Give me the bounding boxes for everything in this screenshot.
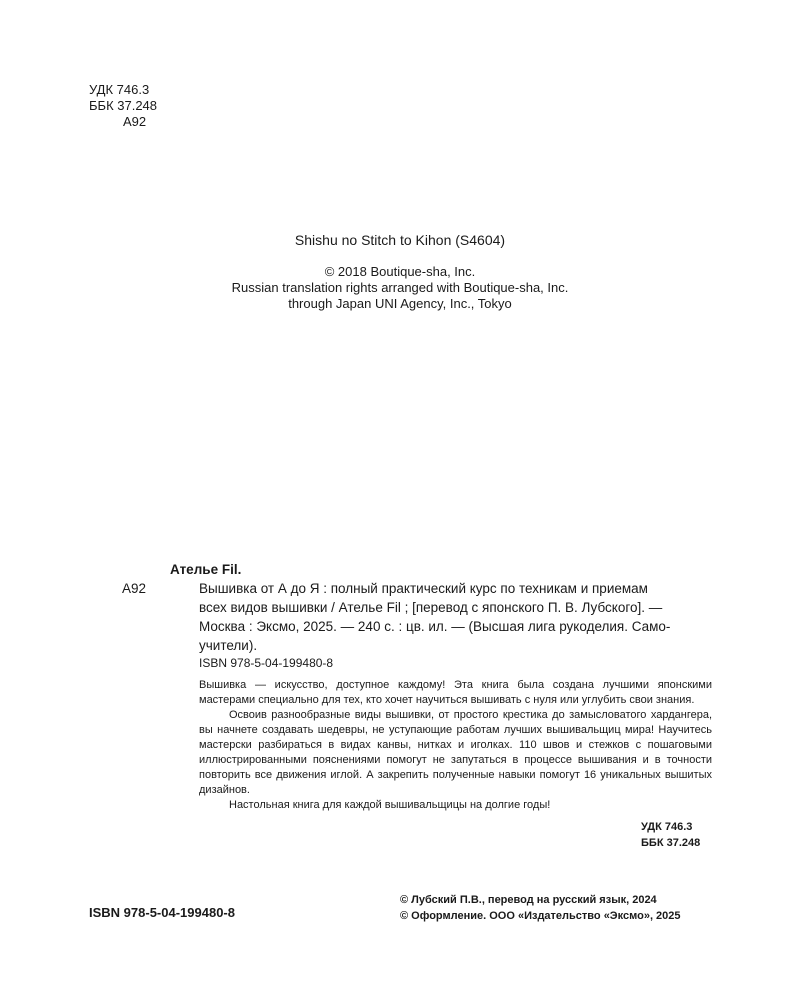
rights-block — [0, 264, 800, 312]
catalog-line-4: учители). — [199, 638, 258, 653]
catalog-mark: А92 — [122, 581, 147, 596]
copyright-block — [400, 892, 681, 924]
rights-line-2: Russian translation rights arranged with Boutique-sha, Inc. — [231, 280, 569, 295]
copyright-design: © Оформление. ООО «Издательство «Эксмо», 2025 — [400, 910, 681, 922]
footer-isbn: ISBN 978-5-04-199480-8 — [89, 905, 235, 920]
original-title: Shishu no Stitch to Kihon (S4604) — [294, 232, 506, 248]
bottom-udk-code: УДК 746.3 — [641, 821, 693, 833]
catalog-line-3: Москва : Эксмо, 2025. — 240 с. : цв. ил. — (Высшая лига рукоделия. Само- — [199, 619, 671, 634]
bbk-code: ББК 37.248 — [89, 98, 158, 113]
catalog-line-2: всех видов вышивки / Ателье Fil ; [перевод с японского П. В. Лубского]. — — [199, 600, 663, 615]
catalog-line-1: Вышивка от А до Я : полный практический курс по техникам и приемам — [199, 581, 648, 596]
annotation-paragraph-1: Вышивка — искусство, доступное каждому! Эта книга была создана лучшими японскими мастерами специально для тех, кто хочет научиться вышивать с нуля или углубить свои знания. — [199, 679, 712, 706]
annotation — [199, 678, 712, 813]
author-mark: А92 — [123, 114, 147, 129]
annotation-paragraph-2: Освоив разнообразные виды вышивки, от простого крестика до замысловатого хардангера, вы начнете создавать шедевры, не уступающие работам лучших вышивальщиц мира! Научитесь мастерски разбираться в видах канвы, нитках и иголках. 110 швов и стежков с пошаговыми иллюстрированными пояснениями помогут не запутаться в процессе вышивания и в точности повторить все движения иглой. А закрепить полученные навыки помогут 16 уникальных вышитых дизайнов. — [199, 709, 712, 796]
udk-code: УДК 746.3 — [89, 82, 150, 97]
catalog-isbn: ISBN 978-5-04-199480-8 — [199, 656, 334, 670]
bottom-classification-codes — [641, 819, 700, 851]
bottom-bbk-code: ББК 37.248 — [641, 837, 701, 849]
annotation-paragraph-3: Настольная книга для каждой вышивальщицы на долгие годы! — [229, 799, 551, 811]
rights-line-1: © 2018 Boutique-sha, Inc. — [324, 264, 476, 279]
catalog-description — [199, 579, 719, 655]
rights-line-3: through Japan UNI Agency, Inc., Tokyo — [288, 296, 512, 311]
catalog-author: Ателье Fil. — [170, 562, 242, 577]
copyright-translation: © Лубский П.В., перевод на русский язык, 2024 — [400, 894, 657, 906]
top-classification-codes — [89, 82, 157, 130]
